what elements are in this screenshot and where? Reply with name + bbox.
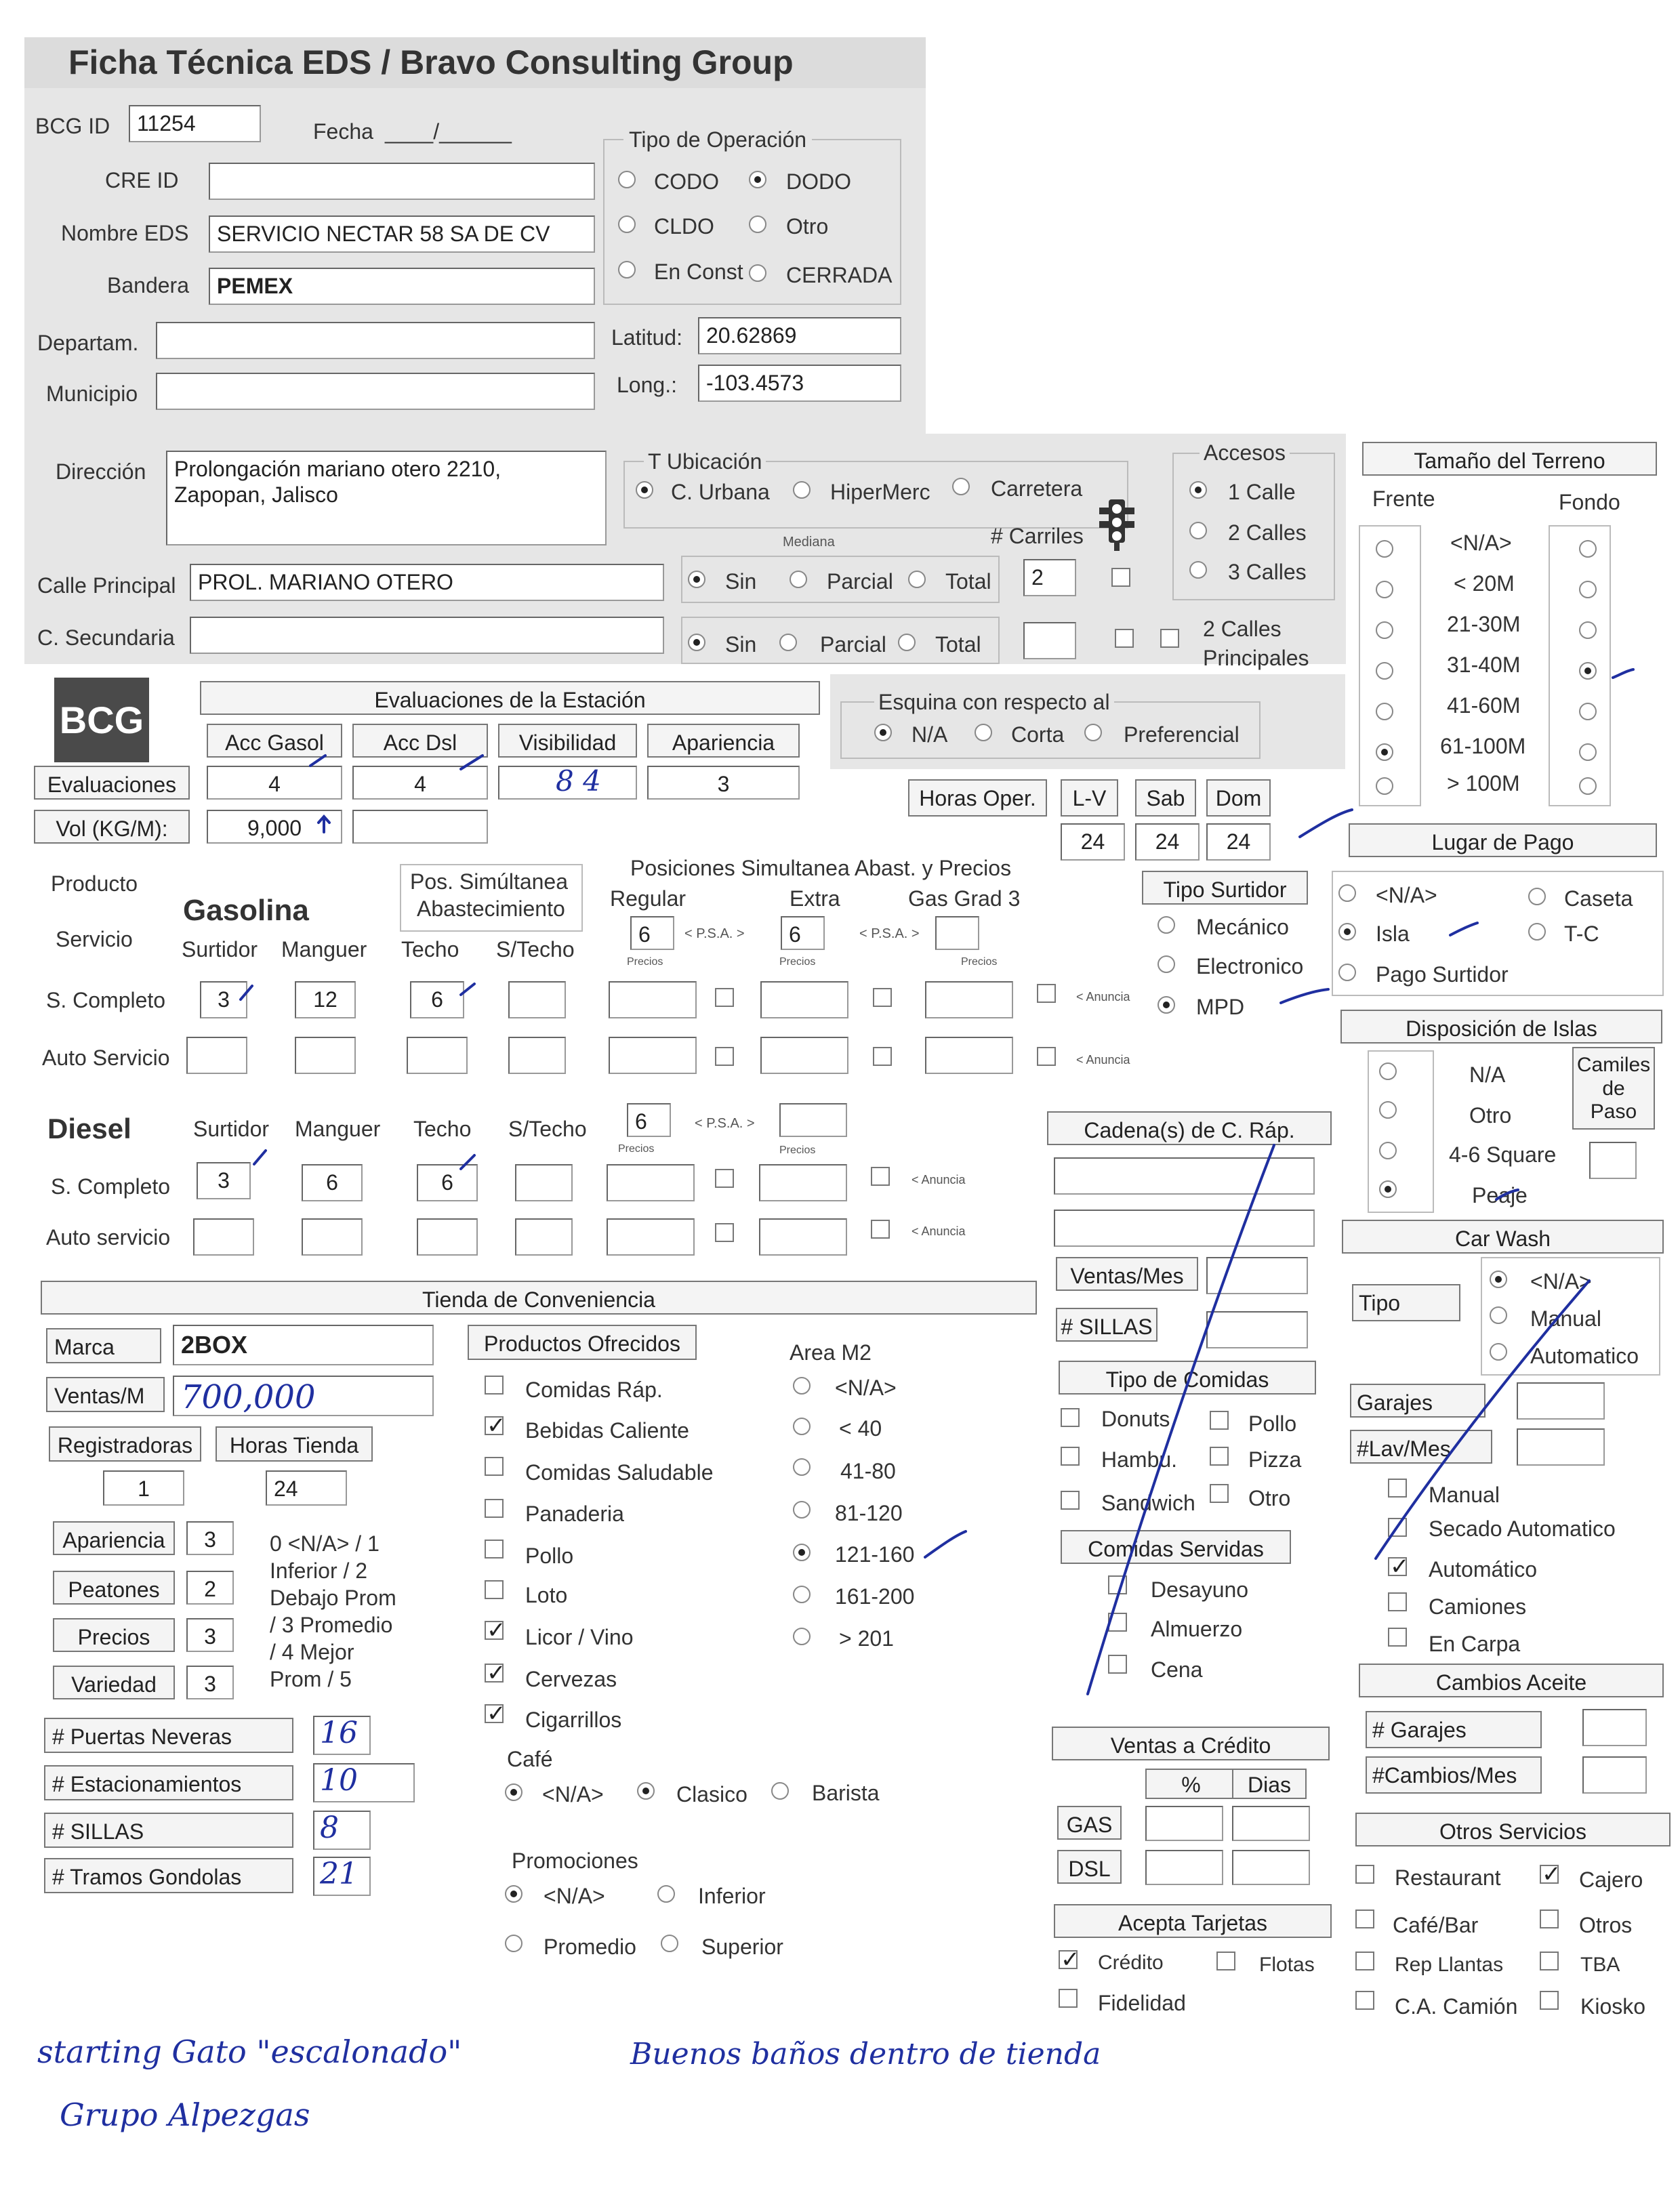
count-gondolas-label: # Tramos Gondolas bbox=[44, 1858, 293, 1893]
prod-comidas-label: Comidas Ráp. bbox=[525, 1378, 663, 1402]
eval-header-visibilidad: Visibilidad bbox=[498, 724, 637, 758]
gasolina-scompleto-label: S. Completo bbox=[46, 988, 166, 1012]
area-title: Area M2 bbox=[790, 1340, 872, 1365]
vol-arrow-icon bbox=[319, 817, 329, 832]
otros-cajero-label: Cajero bbox=[1579, 1867, 1643, 1892]
principales-line1: 2 Calles bbox=[1203, 617, 1282, 641]
gasolina-anuncia-label: < Anuncia bbox=[1076, 990, 1130, 1004]
extra-psa-field[interactable]: 6 bbox=[781, 916, 825, 950]
comidas-servidas-title: Comidas Servidas bbox=[1061, 1530, 1291, 1564]
prod-cigarrillos-label: Cigarrillos bbox=[525, 1708, 622, 1732]
direccion-label: Dirección bbox=[56, 459, 146, 484]
comida-hambu-label: Hambu. bbox=[1101, 1447, 1178, 1472]
calle-principal-field[interactable]: PROL. MARIANO OTERO bbox=[190, 564, 664, 601]
surtidor-mpd-label: MPD bbox=[1196, 995, 1245, 1019]
rating-variedad-field[interactable]: 3 bbox=[186, 1666, 234, 1699]
tarjetas-title: Acepta Tarjetas bbox=[1054, 1904, 1332, 1938]
tarjeta-fidelidad-label: Fidelidad bbox=[1098, 1991, 1186, 2015]
servicio-label: Servicio bbox=[56, 927, 133, 951]
otros-tba-label: TBA bbox=[1580, 1954, 1620, 1976]
calle-secundaria-label: C. Secundaria bbox=[37, 625, 175, 650]
cafe-na-label: <N/A> bbox=[542, 1782, 604, 1807]
cw-automatico-label: Automático bbox=[1429, 1557, 1538, 1582]
dsl-pen-mark bbox=[461, 756, 483, 769]
pos-precios-title: Posiciones Simultanea Abast. y Precios bbox=[630, 856, 1012, 880]
horas-dom-field[interactable]: 24 bbox=[1206, 823, 1271, 861]
gasolina-title: Gasolina bbox=[183, 894, 309, 927]
carwash-manual-label: Manual bbox=[1530, 1306, 1601, 1331]
cafe-barista-label: Barista bbox=[812, 1781, 880, 1805]
rating-peatones-label: Peatones bbox=[53, 1571, 175, 1605]
tarjeta-credito-label: Crédito bbox=[1098, 1952, 1164, 1974]
regular-psa-label: < P.S.A. > bbox=[684, 926, 745, 941]
extra-label: Extra bbox=[790, 886, 840, 911]
esquina-title: Esquina con respecto al bbox=[874, 691, 1114, 713]
camiles-line1: Camiles bbox=[1576, 1054, 1651, 1076]
cadena-sillas-label: # SILLAS bbox=[1056, 1308, 1157, 1342]
otros-camion-label: C.A. Camión bbox=[1395, 1994, 1518, 2019]
carwash-garajes-label: Garajes bbox=[1350, 1384, 1486, 1418]
gasgrad-label: Gas Grad 3 bbox=[908, 886, 1021, 911]
tipo-cldo-label: CLDO bbox=[654, 214, 714, 239]
esquina-preferencial-label: Preferencial bbox=[1124, 722, 1239, 747]
extra-psa-label: < P.S.A. > bbox=[859, 926, 920, 941]
diesel-as-anuncia-label: < Anuncia bbox=[911, 1224, 966, 1238]
eval-apariencia-field[interactable]: 3 bbox=[647, 766, 800, 800]
fecha-field[interactable]: ____/______ bbox=[385, 119, 512, 144]
scale-line-5: / 4 Mejor bbox=[270, 1640, 354, 1664]
carriles-label: # Carriles bbox=[991, 524, 1084, 548]
diesel-sc-surtidor[interactable]: 3 bbox=[197, 1162, 251, 1199]
islas-otro-label: Otro bbox=[1469, 1103, 1512, 1128]
mediana1-total-label: Total bbox=[945, 569, 991, 594]
mpd-pen-mark bbox=[1281, 989, 1328, 1003]
surtidor-electronico-label: Electronico bbox=[1196, 954, 1304, 978]
accesos-1calle-label: 1 Calle bbox=[1228, 480, 1296, 504]
area-lt40-label: < 40 bbox=[839, 1416, 882, 1441]
eval-header-apariencia: Apariencia bbox=[647, 724, 800, 758]
islas-na-label: N/A bbox=[1469, 1062, 1506, 1087]
gasolina-as-anuncia-label: < Anuncia bbox=[1076, 1053, 1130, 1067]
credito-dias-label: Dias bbox=[1232, 1769, 1307, 1799]
longitud-field[interactable]: -103.4573 bbox=[698, 365, 901, 402]
ubicacion-carretera-label: Carretera bbox=[991, 476, 1083, 501]
carwash-automatico-label: Automatico bbox=[1530, 1344, 1639, 1368]
tarjeta-flotas-label: Flotas bbox=[1259, 1954, 1315, 1976]
scale-line-1: 0 <N/A> / 1 bbox=[270, 1531, 380, 1556]
islas-peaje-label: Peaje bbox=[1472, 1183, 1528, 1207]
islas-title: Disposición de Islas bbox=[1340, 1010, 1662, 1044]
prod-saludable-label: Comidas Saludable bbox=[525, 1460, 714, 1485]
regular-psa-field[interactable]: 6 bbox=[630, 916, 674, 950]
diesel-psa-field[interactable]: 6 bbox=[627, 1103, 671, 1137]
tipo-cerrada-label: CERRADA bbox=[786, 263, 893, 287]
promo-na-label: <N/A> bbox=[544, 1884, 605, 1908]
fondo-label: Fondo bbox=[1559, 490, 1620, 514]
area-161-200-label: 161-200 bbox=[835, 1584, 915, 1609]
departamento-label: Departam. bbox=[37, 331, 139, 355]
tienda-ventas-handwritten: 700,000 bbox=[181, 1378, 316, 1416]
bandera-field[interactable]: PEMEX bbox=[209, 268, 595, 305]
cafe-label: Café bbox=[507, 1747, 553, 1771]
otros-restaurant-label: Restaurant bbox=[1395, 1865, 1501, 1890]
pago-tc-label: T-C bbox=[1564, 922, 1599, 946]
cadena-title: Cadena(s) de C. Ráp. bbox=[1047, 1111, 1332, 1145]
area-gt201-label: > 201 bbox=[839, 1626, 894, 1651]
cw-secado-label: Secado Automatico bbox=[1429, 1516, 1616, 1541]
mediana-label: Mediana bbox=[783, 535, 835, 550]
registradoras-field[interactable]: 1 bbox=[103, 1470, 184, 1506]
count-sillas-label: # SILLAS bbox=[44, 1813, 293, 1848]
tipo-otro-label: Otro bbox=[786, 214, 829, 239]
otros-otros-label: Otros bbox=[1579, 1913, 1633, 1937]
scale-line-6: Prom / 5 bbox=[270, 1667, 352, 1691]
count-gondolas-field[interactable]: 21 bbox=[313, 1857, 371, 1896]
cw-encarpa-label: En Carpa bbox=[1429, 1632, 1521, 1656]
eval-header-acc-gasol: Acc Gasol bbox=[207, 724, 342, 758]
diesel-sc-manguer[interactable]: 6 bbox=[302, 1164, 363, 1201]
promo-promedio-label: Promedio bbox=[544, 1935, 636, 1959]
carwash-strike-line bbox=[1376, 1281, 1589, 1559]
diesel-stecho-label: S/Techo bbox=[508, 1117, 587, 1141]
area-81-120-label: 81-120 bbox=[835, 1501, 903, 1525]
gasolina-techo-label: Techo bbox=[401, 937, 459, 962]
tienda-marca-label: Marca bbox=[46, 1328, 161, 1363]
diesel-auto-label: Auto servicio bbox=[46, 1225, 171, 1250]
prod-pollo-label: Pollo bbox=[525, 1544, 574, 1568]
count-estacionamientos-label: # Estacionamientos bbox=[44, 1765, 293, 1800]
tipo-enconst-label: En Const bbox=[654, 260, 743, 284]
cadena-ventas-label: Ventas/Mes bbox=[1056, 1257, 1198, 1291]
accesos-3calles-label: 3 Calles bbox=[1228, 560, 1307, 584]
vol-label: Vol (KG/M): bbox=[34, 810, 190, 844]
terreno-41-60-label: 41-60M bbox=[1447, 693, 1521, 718]
cadena-strike-line bbox=[1088, 1145, 1274, 1694]
tienda-marca-field[interactable]: 2BOX bbox=[173, 1325, 434, 1365]
mediana2-total-label: Total bbox=[935, 632, 981, 657]
terreno-title: Tamaño del Terreno bbox=[1362, 442, 1657, 476]
bcg-logo: BCG bbox=[54, 678, 149, 762]
credito-gas-label: GAS bbox=[1057, 1806, 1122, 1840]
horas-lv-label: L-V bbox=[1061, 779, 1118, 817]
terreno-31-40-label: 31-40M bbox=[1447, 653, 1521, 677]
rating-precios-field[interactable]: 3 bbox=[186, 1618, 234, 1652]
nombre-label: Nombre EDS bbox=[61, 221, 189, 245]
horas-sab-label: Sab bbox=[1135, 779, 1196, 817]
count-estacionamientos-field[interactable]: 10 bbox=[313, 1763, 415, 1802]
horas-sab-field[interactable]: 24 bbox=[1135, 823, 1200, 861]
scale-line-4: / 3 Promedio bbox=[270, 1613, 393, 1637]
pos-sim-line1: Pos. Simúltanea bbox=[410, 869, 569, 894]
bcg-id-label: BCG ID bbox=[35, 114, 110, 138]
esquina-na-label: N/A bbox=[911, 722, 948, 747]
evaluaciones-row-label: Evaluaciones bbox=[34, 766, 190, 800]
tipo-codo-label: CODO bbox=[654, 169, 719, 194]
rating-apariencia-label: Apariencia bbox=[53, 1521, 175, 1555]
diesel-surtidor-label: Surtidor bbox=[193, 1117, 270, 1141]
rating-variedad-label: Variedad bbox=[53, 1666, 175, 1699]
horas-pen-mark bbox=[1300, 810, 1352, 837]
servida-desayuno-label: Desayuno bbox=[1151, 1577, 1249, 1602]
carwash-tipo-label: Tipo bbox=[1352, 1284, 1460, 1321]
producto-label: Producto bbox=[51, 871, 138, 896]
tipo-dodo-label: DODO bbox=[786, 169, 851, 194]
tipo-surtidor-title: Tipo Surtidor bbox=[1142, 871, 1308, 905]
prod-bebidas-label: Bebidas Caliente bbox=[525, 1418, 689, 1443]
carwash-na-label: <N/A> bbox=[1530, 1269, 1592, 1294]
gas-techo-pen-mark bbox=[461, 984, 474, 995]
area-41-80-label: 41-80 bbox=[840, 1459, 896, 1483]
gasolina-sc-techo[interactable]: 6 bbox=[410, 981, 464, 1018]
note-line-1: starting Gato "escalonado" bbox=[37, 2034, 462, 2070]
area-121-160-label: 121-160 bbox=[835, 1542, 915, 1567]
direccion-line2: Zapopan, Jalisco bbox=[174, 482, 338, 508]
gasolina-manguer-label: Manguer bbox=[281, 937, 367, 962]
fecha-label: Fecha bbox=[313, 119, 373, 144]
tienda-ventas-label: Ventas/M bbox=[46, 1377, 165, 1412]
gasolina-auto-label: Auto Servicio bbox=[42, 1046, 170, 1070]
latitud-field[interactable]: 20.62869 bbox=[698, 317, 901, 354]
servida-almuerzo-label: Almuerzo bbox=[1151, 1617, 1243, 1641]
area-pen-mark bbox=[925, 1531, 966, 1557]
gas-surtidor-pen-mark bbox=[241, 986, 252, 999]
diesel-precios-label-2: Precios bbox=[779, 1144, 816, 1156]
otros-llantas-label: Rep Llantas bbox=[1395, 1954, 1504, 1976]
frente-label: Frente bbox=[1372, 487, 1435, 511]
registradoras-label: Registradoras bbox=[49, 1426, 201, 1462]
promo-label: Promociones bbox=[512, 1849, 638, 1873]
eval-header-acc-dsl: Acc Dsl bbox=[352, 724, 488, 758]
diesel-precios-label-1: Precios bbox=[618, 1143, 655, 1155]
gasolina-sc-surtidor[interactable]: 3 bbox=[200, 981, 247, 1018]
terreno-gt100-label: > 100M bbox=[1447, 771, 1520, 796]
otros-title: Otros Servicios bbox=[1355, 1813, 1671, 1846]
pago-na-label: <N/A> bbox=[1376, 883, 1437, 907]
municipio-label: Municipio bbox=[46, 381, 138, 406]
bandera-label: Bandera bbox=[107, 273, 189, 297]
evaluaciones-title: Evaluaciones de la Estación bbox=[200, 681, 820, 715]
carwash-title: Car Wash bbox=[1342, 1220, 1664, 1254]
pago-isla-label: Isla bbox=[1376, 922, 1410, 946]
comida-donuts-label: Donuts bbox=[1101, 1407, 1170, 1431]
surtidor-mecanico-label: Mecánico bbox=[1196, 915, 1289, 939]
diesel-manguer-label: Manguer bbox=[295, 1117, 381, 1141]
diesel-anuncia-label: < Anuncia bbox=[911, 1173, 966, 1186]
latitud-label: Latitud: bbox=[611, 325, 682, 350]
calle-principal-label: Calle Principal bbox=[37, 573, 176, 598]
aceite-cambios-label: #Cambios/Mes bbox=[1366, 1756, 1542, 1794]
terreno-na-label: <N/A> bbox=[1450, 531, 1512, 555]
isla-pen-mark bbox=[1450, 923, 1477, 935]
otros-kiosko-label: Kiosko bbox=[1580, 1994, 1646, 2019]
cre-id-label: CRE ID bbox=[105, 168, 179, 192]
islas-square-label: 4-6 Square bbox=[1449, 1142, 1557, 1167]
credito-dsl-label: DSL bbox=[1057, 1850, 1122, 1884]
cafe-clasico-label: Clasico bbox=[676, 1782, 747, 1807]
page-title: Ficha Técnica EDS / Bravo Consulting Group bbox=[68, 43, 794, 81]
ubicacion-hipermerc-label: HiperMerc bbox=[830, 480, 930, 504]
carwash-lav-label: #Lav/Mes bbox=[1350, 1430, 1492, 1464]
terreno-21-30-label: 21-30M bbox=[1447, 612, 1521, 636]
terreno-61-100-label: 61-100M bbox=[1440, 734, 1526, 758]
lugar-pago-title: Lugar de Pago bbox=[1349, 823, 1657, 857]
comida-pizza-label: Pizza bbox=[1248, 1447, 1302, 1472]
horas-dom-label: Dom bbox=[1206, 779, 1271, 817]
pago-caseta-label: Caseta bbox=[1564, 886, 1633, 911]
scale-line-2: Inferior / 2 bbox=[270, 1559, 368, 1583]
eval-acc-dsl-field[interactable]: 4 bbox=[352, 766, 488, 800]
cw-manual-label: Manual bbox=[1429, 1483, 1500, 1507]
direccion-line1: Prolongación mariano otero 2210, bbox=[174, 457, 501, 481]
cw-camiones-label: Camiones bbox=[1429, 1594, 1527, 1619]
accesos-title: Accesos bbox=[1200, 442, 1290, 463]
count-neveras-field[interactable]: 16 bbox=[313, 1716, 371, 1755]
productos-title: Productos Ofrecidos bbox=[468, 1325, 697, 1360]
credito-title: Ventas a Crédito bbox=[1052, 1727, 1330, 1760]
comida-otro-label: Otro bbox=[1248, 1486, 1291, 1510]
accesos-2calles-label: 2 Calles bbox=[1228, 520, 1307, 545]
note-line-3: Buenos baños dentro de tienda bbox=[630, 2037, 1101, 2071]
diesel-psa-label: < P.S.A. > bbox=[695, 1116, 755, 1131]
diesel-scompleto-label: S. Completo bbox=[51, 1174, 171, 1199]
comida-sandwich-label: Sandwich bbox=[1101, 1491, 1195, 1515]
prod-licor-label: Licor / Vino bbox=[525, 1625, 634, 1649]
credito-pct-label: % bbox=[1145, 1769, 1237, 1799]
gasolina-stecho-label: S/Techo bbox=[496, 937, 575, 962]
count-sillas-field[interactable]: 8 bbox=[313, 1811, 371, 1850]
count-neveras-label: # Puertas Neveras bbox=[44, 1718, 293, 1753]
otros-cafebar-label: Café/Bar bbox=[1393, 1913, 1479, 1937]
ubicacion-urbana-label: C. Urbana bbox=[671, 480, 770, 504]
regular-precios-label: Precios bbox=[627, 956, 663, 968]
aceite-garajes-label: # Garajes bbox=[1366, 1711, 1542, 1748]
rating-apariencia-field[interactable]: 3 bbox=[186, 1521, 234, 1555]
principales-line2: Principales bbox=[1203, 646, 1309, 670]
mediana1-sin-label: Sin bbox=[725, 569, 757, 594]
diesel-techo-label: Techo bbox=[413, 1117, 472, 1141]
gasgrad-precios-label: Precios bbox=[961, 956, 998, 968]
camiles-line2: de bbox=[1602, 1077, 1625, 1100]
horas-lv-field[interactable]: 24 bbox=[1061, 823, 1125, 861]
horas-oper-label: Horas Oper. bbox=[908, 779, 1047, 817]
mediana2-sin-label: Sin bbox=[725, 632, 757, 657]
regular-label: Regular bbox=[610, 886, 687, 911]
note-line-2: Grupo Alpezgas bbox=[60, 2097, 310, 2133]
aceite-title: Cambios Aceite bbox=[1359, 1664, 1664, 1697]
fondo-pen-mark bbox=[1613, 669, 1633, 678]
prod-panaderia-label: Panaderia bbox=[525, 1502, 624, 1526]
promo-superior-label: Superior bbox=[701, 1935, 783, 1959]
gasol-pen-mark bbox=[310, 756, 325, 766]
comida-pollo-label: Pollo bbox=[1248, 1411, 1297, 1436]
prod-cervezas-label: Cervezas bbox=[525, 1667, 617, 1691]
extra-precios-label: Precios bbox=[779, 956, 816, 968]
diesel-techo-pen-mark bbox=[461, 1155, 474, 1169]
tienda-title: Tienda de Conveniencia bbox=[41, 1281, 1037, 1315]
diesel-sc-techo[interactable]: 6 bbox=[417, 1164, 478, 1201]
vol-field[interactable]: 9,000 bbox=[207, 810, 342, 844]
scale-line-3: Debajo Prom bbox=[270, 1586, 396, 1610]
bcg-id-field[interactable]: 11254 bbox=[129, 105, 261, 142]
eval-acc-gasol-field[interactable]: 4 bbox=[207, 766, 342, 800]
tipo-comidas-title: Tipo de Comidas bbox=[1059, 1361, 1316, 1395]
terreno-lt20-label: < 20M bbox=[1454, 571, 1515, 596]
peaje-pen-mark bbox=[1496, 1190, 1518, 1199]
camiles-line3: Paso bbox=[1590, 1100, 1637, 1123]
servida-cena-label: Cena bbox=[1151, 1657, 1203, 1682]
pago-surtidor-label: Pago Surtidor bbox=[1376, 962, 1509, 987]
promo-inferior-label: Inferior bbox=[698, 1884, 766, 1908]
diesel-title: Diesel bbox=[47, 1113, 131, 1144]
ubicacion-title: T Ubicación bbox=[644, 451, 766, 472]
pos-sim-line2: Abastecimiento bbox=[417, 896, 565, 921]
rating-peatones-field[interactable]: 2 bbox=[186, 1571, 234, 1605]
mediana2-parcial-label: Parcial bbox=[820, 632, 886, 657]
area-na-label: <N/A> bbox=[835, 1376, 897, 1400]
gasolina-sc-manguer[interactable]: 12 bbox=[295, 981, 356, 1018]
carriles1-field[interactable]: 2 bbox=[1023, 559, 1076, 596]
gasolina-surtidor-label: Surtidor bbox=[182, 937, 258, 962]
mediana1-parcial-label: Parcial bbox=[827, 569, 893, 594]
horas-tienda-label: Horas Tienda bbox=[216, 1426, 373, 1462]
rating-precios-label: Precios bbox=[53, 1618, 175, 1652]
tipo-operacion-title: Tipo de Operación bbox=[623, 129, 812, 150]
nombre-field[interactable]: SERVICIO NECTAR 58 SA DE CV bbox=[209, 215, 595, 253]
visibilidad-handwritten: 8 4 bbox=[556, 764, 601, 798]
longitud-label: Long.: bbox=[617, 373, 677, 397]
prod-loto-label: Loto bbox=[525, 1583, 568, 1607]
horas-tienda-field[interactable]: 24 bbox=[266, 1470, 347, 1506]
esquina-corta-label: Corta bbox=[1011, 722, 1065, 747]
diesel-surtidor-pen-mark bbox=[254, 1151, 266, 1164]
